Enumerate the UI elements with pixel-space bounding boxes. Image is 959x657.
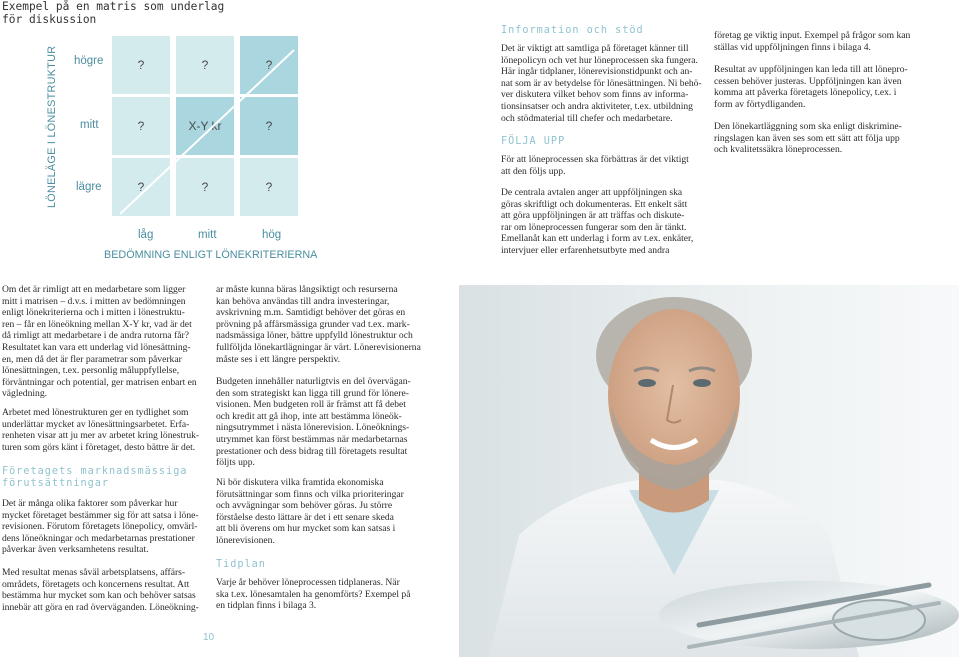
paragraph: Ni bör diskutera vilka framtida ekonomiska förutsättningar som finns och vilka prioriteringar och avvägningar som behöver göras. Ju större förståelse desto lättare är det i ett senare skeda att bli överens om hur mycket som kan satsas i lönerevisionen. bbox=[216, 477, 404, 546]
page-number: 10 bbox=[203, 632, 215, 643]
paragraph: Det är viktigt att samtliga på företaget känner till lönepolicyn och vet hur löneprocessen ska fungera. Här ingår tidplaner, lönerevisionstidpunkt och an- nat som är av betydelse för lönesättningen. Ni behö- ver diskutera vilket behov som finns av informa- tionsinsatser och andra aktiviteter, t.ex. utbildning och stödmaterial till chefer och medarbetare. bbox=[501, 43, 702, 124]
matrix-cell: ? bbox=[240, 36, 298, 94]
dentist-portrait-photo bbox=[459, 285, 959, 657]
row-label-low: lägre bbox=[76, 181, 102, 193]
matrix-cell: ? bbox=[240, 158, 298, 216]
matrix-cell: ? bbox=[112, 36, 170, 94]
col-label-high: hög bbox=[262, 229, 282, 241]
row-label-high: högre bbox=[74, 55, 104, 67]
paragraph: Med resultat menas såväl arbetsplatsens, affärs- områdets, företagets och koncernens resultat. Att bestämma hur mycket som kan och behöver satsas innebär att göra en rad överväganden. Löneökning- bbox=[2, 567, 199, 613]
paragraph: Den lönekartläggning som ska enligt diskrimine- ringslagen kan även ses som ett sätt att följa upp och kvalitetssäkra löneprocessen. bbox=[714, 121, 902, 156]
section-heading-follow-up: FÖLJA UPP bbox=[501, 136, 566, 147]
paragraph: ar måste kunna bäras långsiktigt och resurserna kan behöva användas till andra investeringar, avskrivning m.m. Samtidigt behöver det göras en prövning på affärsmässiga grunder vad t.ex. mark- nadsmässiga löner, bättre uppfylld lönestruktur och fullföljda lönekartlägningar är värt. Lönerevisionerna måste ses i ett längre perspektiv. bbox=[216, 284, 421, 365]
paragraph: För att löneprocessen ska förbättras är det viktigt att den följs upp. bbox=[501, 154, 689, 177]
paragraph: Varje år behöver löneprocessen tidplaneras. När ska t.ex. lönesamtalen ha genomförts? Exempel på en tidplan finns i bilaga 3. bbox=[216, 577, 411, 612]
paragraph: Om det är rimligt att en medarbetare som ligger mitt i matrisen – d.v.s. i mitten av bedömningen enligt lönekriterierna och i mitten i lönestruktu- ren – får en löneökning mellan X-Y kr, vad är det då rimligt att medarbetare i de andra rutorna får? Resultatet kan vara ett underlag vid lönesättning- en, men då det är fler parametrar som påverkar lönesättningen, t.ex. personlig måluppfyllelse, förväntningar och potential, ger matrisen enbart en vägledning. bbox=[2, 284, 197, 400]
matrix-horizontal-title: BEDÖMNING ENLIGT LÖNEKRITERIERNA bbox=[104, 249, 318, 261]
section-heading-market: Företagets marknadsmässiga förutsättningar bbox=[2, 466, 188, 489]
paragraph: Arbetet med lönestrukturen ger en tydlighet som underlättar mycket av lönesättningsarbetet. Erfa- renheten visar att ju mer av arbetet kring lönestruk- turen som görs känt i företaget, desto bättre är det. bbox=[2, 407, 200, 453]
col-label-low: låg bbox=[138, 229, 154, 241]
matrix-cell: ? bbox=[112, 158, 170, 216]
matrix-cell: ? bbox=[176, 158, 234, 216]
matrix-vertical-title: LÖNELÄGE I LÖNESTRUKTUR bbox=[46, 45, 58, 208]
matrix-diagonal bbox=[112, 36, 362, 226]
paragraph: Det är många olika faktorer som påverkar hur mycket företaget bestämmer sig för att satsa i löne- revisionen. Förutom företagets lönepolicy, omvärl- dens löneökningar och medarbetarnas prestationer påverkar även verksamhetens resultat. bbox=[2, 498, 199, 556]
paragraph: Resultat av uppföljningen kan leda till att lönepro- cessen behöver justeras. Uppföljningen kan även komma att påverka företagets lönepolicy, t.ex. i form av förtydliganden. bbox=[714, 64, 908, 110]
matrix-cell: ? bbox=[176, 36, 234, 94]
matrix-cell-center: X-Y kr bbox=[176, 97, 234, 155]
matrix-title: Exempel på en matris som underlag för diskussion bbox=[2, 0, 225, 26]
matrix-cell: ? bbox=[112, 97, 170, 155]
paragraph: företag ge viktig input. Exempel på frågor som kan ställas vid uppföljningen finns i bilaga 4. bbox=[714, 30, 911, 53]
col-label-mid: mitt bbox=[198, 229, 217, 241]
section-heading-timeline: Tidplan bbox=[216, 559, 266, 570]
row-label-mid: mitt bbox=[80, 119, 99, 131]
paragraph: Budgeten innehåller naturligtvis en del övervägan- den som strategiskt kan ligga till grund för lönere- visionen. Men budgeten roll är främst att få debet och kredit att gå ihop, inte att bestämma löneök- ningsutrymmet i nästa lönerevision. Löneöknings- utrymmet kan först bestämmas när medarbetarnas prestationer och dess bidrag till företagets resultat följts upp. bbox=[216, 376, 411, 469]
paragraph: De centrala avtalen anger att uppföljningen ska göras skriftligt och dokumenteras. Ett enkelt sätt att göra uppföljningen är att träffas och diskute- rar om löneprocessen fungerar som den är tänkt. Emellanåt kan ett underlag i form av t.ex. enkäter, intervjuer eller erfarenhetsutbyte med andra bbox=[501, 187, 694, 256]
section-heading-information: Information och stöd bbox=[501, 25, 644, 36]
matrix-cell: ? bbox=[240, 97, 298, 155]
